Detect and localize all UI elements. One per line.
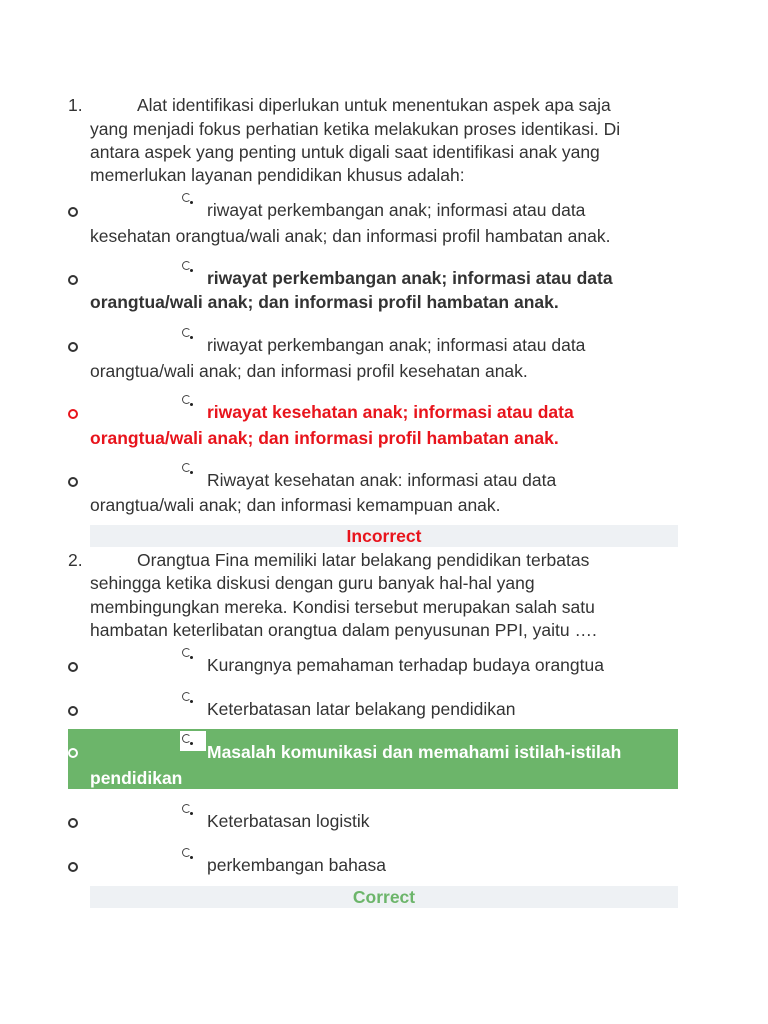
option-text: pendidikan	[90, 768, 183, 788]
option-text: Riwayat kesehatan anak: informasi atau data	[207, 470, 557, 490]
option-text: riwayat kesehatan anak; informasi atau data	[207, 402, 574, 422]
radio-icon[interactable]	[182, 193, 191, 202]
question-text-line: membingungkan mereka. Kondisi tersebut merupakan salah satu	[90, 597, 595, 617]
bullet-icon	[68, 706, 78, 716]
option-text: Kurangnya pemahaman terhadap budaya orangtua	[207, 655, 604, 675]
option-text: orangtua/wali anak; dan informasi profil hambatan anak.	[90, 428, 559, 448]
question-text-line: hambatan keterlibatan orangtua dalam penyusunan PPI, yaitu ….	[90, 620, 597, 640]
result-correct: Correct	[90, 886, 678, 908]
question-text-line: Orangtua Fina memiliki latar belakang pendidikan terbatas	[137, 550, 590, 570]
radio-icon[interactable]	[182, 648, 191, 657]
radio-icon[interactable]	[182, 692, 191, 701]
option-text: Masalah komunikasi dan memahami istilah-istilah	[207, 742, 622, 762]
question-text-line: memerlukan layanan pendidikan khusus adalah:	[90, 165, 465, 185]
question-number: 2.	[68, 550, 83, 570]
bullet-icon	[68, 275, 78, 285]
bullet-icon	[68, 207, 78, 217]
radio-icon[interactable]	[182, 463, 191, 472]
option-text: riwayat perkembangan anak; informasi atau data	[207, 335, 586, 355]
option-text: orangtua/wali anak; dan informasi profil hambatan anak.	[90, 292, 559, 312]
bullet-icon	[68, 342, 78, 352]
question-text-line: antara aspek yang penting untuk digali saat identifikasi anak yang	[90, 142, 600, 162]
bullet-icon	[68, 662, 78, 672]
option-text: Keterbatasan logistik	[207, 811, 370, 831]
option-text: riwayat perkembangan anak; informasi atau data	[207, 268, 613, 288]
radio-icon[interactable]	[182, 734, 191, 743]
question-text-line: yang menjadi fokus perhatian ketika melakukan proses identikasi. Di	[90, 119, 621, 139]
option-text: Keterbatasan latar belakang pendidikan	[207, 699, 516, 719]
bullet-icon	[68, 477, 78, 487]
result-incorrect: Incorrect	[90, 525, 678, 547]
radio-icon[interactable]	[182, 804, 191, 813]
question-number: 1.	[68, 95, 83, 115]
radio-icon[interactable]	[182, 848, 191, 857]
bullet-icon	[68, 409, 78, 419]
question-text-line: sehingga ketika diskusi dengan guru banyak hal-hal yang	[90, 573, 535, 593]
bullet-icon	[68, 862, 78, 872]
radio-icon[interactable]	[182, 261, 191, 270]
bullet-icon	[68, 748, 78, 758]
option-text: kesehatan orangtua/wali anak; dan informasi profil hambatan anak.	[90, 226, 611, 246]
radio-icon[interactable]	[182, 395, 191, 404]
option-text: riwayat perkembangan anak; informasi atau data	[207, 200, 586, 220]
bullet-icon	[68, 818, 78, 828]
option-text: orangtua/wali anak; dan informasi kemampuan anak.	[90, 495, 501, 515]
question-text-line: Alat identifikasi diperlukan untuk menentukan aspek apa saja	[137, 95, 611, 115]
option-text: orangtua/wali anak; dan informasi profil kesehatan anak.	[90, 361, 528, 381]
radio-icon[interactable]	[182, 328, 191, 337]
option-text: perkembangan bahasa	[207, 855, 387, 875]
